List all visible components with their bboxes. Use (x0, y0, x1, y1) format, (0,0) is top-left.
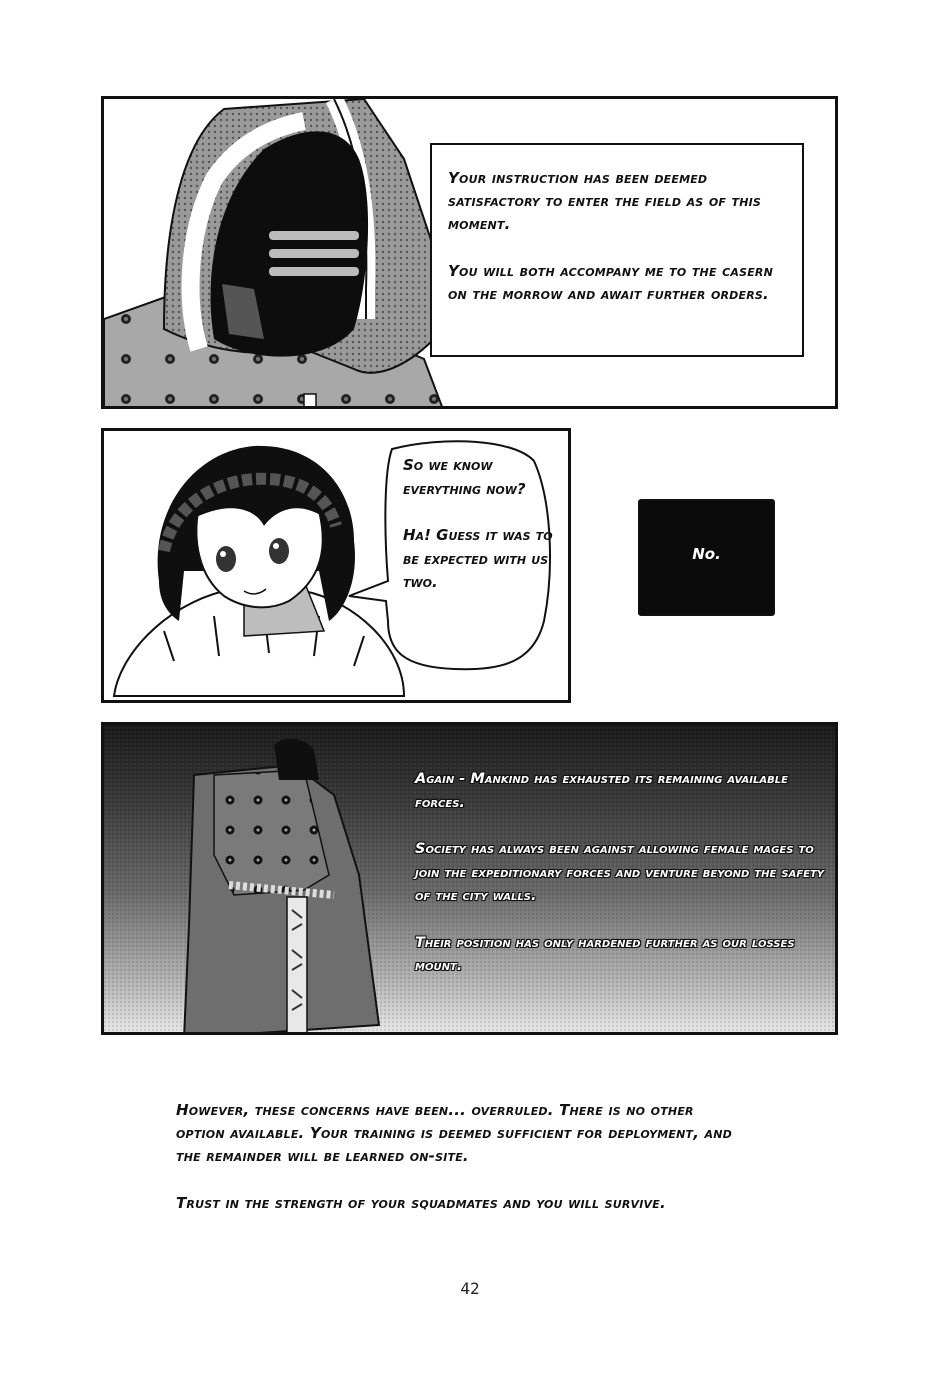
narration-line-2: Society has always been against allowing female mages to join the expeditionary forces and venture beyond the safety of the city walls. (415, 841, 825, 904)
panel-robed-figure (101, 722, 838, 1035)
closing-line-1: However, these concerns have been... overruled. There is no other option available. Your training is deemed sufficient for deployment, and the remainder will be learned on-site. (176, 1101, 732, 1165)
closing-line-2: Trust in the strength of your squadmates and you will survive. (176, 1194, 666, 1212)
caption-box (430, 143, 804, 357)
panel-hooded-figure (101, 96, 838, 409)
speech-line-1: So we know everything now? (403, 456, 526, 498)
page-number: 42 (460, 1279, 480, 1298)
closing-caption (176, 1099, 816, 1215)
narration-text (415, 768, 827, 979)
caption-line-1: Your instruction has been deemed satisfactory to enter the field as of this moment. (448, 169, 762, 233)
narration-line-3: Their position has only hardened further as our losses mount. (415, 934, 795, 974)
reply-text: No. (692, 545, 721, 563)
caption-line-2: You will both accompany me to the casern on the morrow and await further orders. (448, 262, 773, 303)
narration-line-1: Again - Mankind has exhausted its remaining available forces. (415, 771, 788, 811)
speech-line-2: Ha! Guess it was to be expected with us two. (403, 526, 553, 591)
panel-reply (638, 499, 775, 616)
panel-girl-speaking (101, 428, 571, 703)
speech-bubble-text (403, 454, 553, 595)
